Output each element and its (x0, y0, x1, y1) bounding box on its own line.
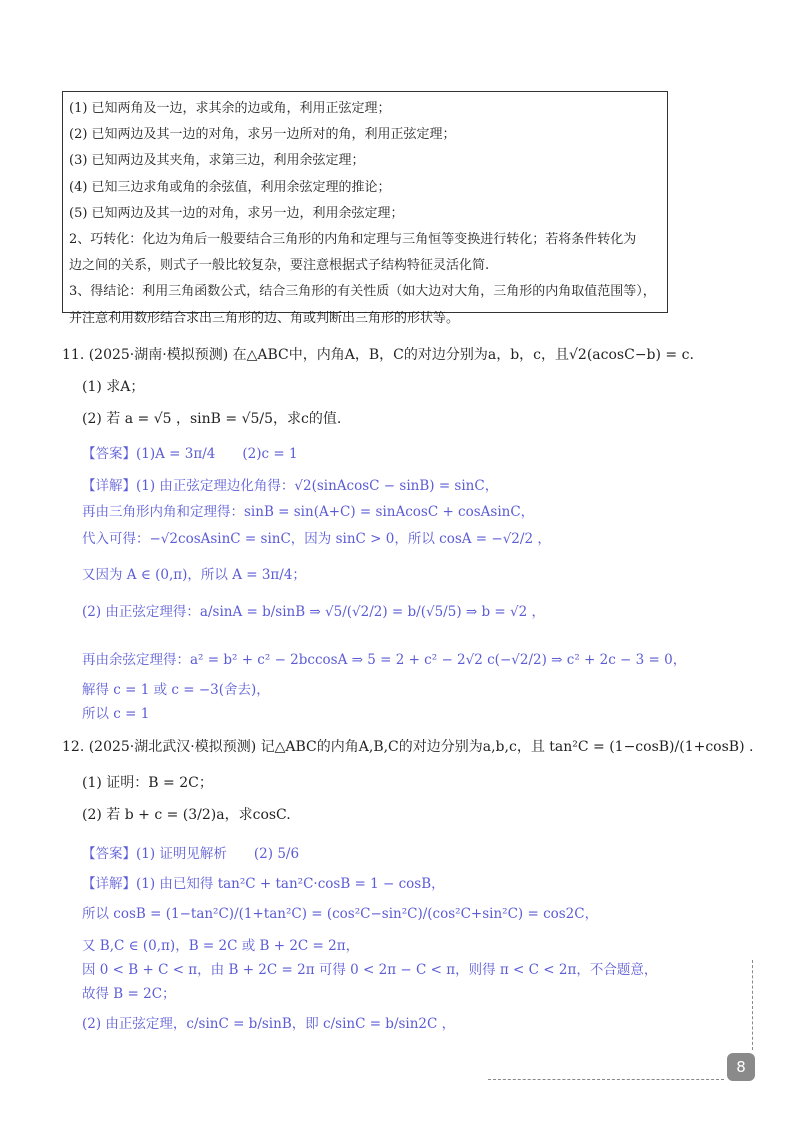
problem-12-part-2: (2) 若 b + c = (3/2)a，求cosC. (82, 807, 291, 823)
page-corner-dashed-vertical (752, 960, 753, 1050)
problem-11-solution-line: 又因为 A ∈ (0,π)，所以 A = 3π/4； (82, 567, 306, 583)
problem-12-solution-line: 故得 B = 2C； (82, 986, 176, 1002)
problem-12-solution-line: 因 0 < B + C < π，由 B + 2C = 2π 可得 0 < 2π − C < π，则得 π < C < 2π，不合题意， (82, 962, 658, 978)
problem-12-part-1: (1) 证明：B = 2C； (82, 775, 213, 791)
problem-11-solution-line: 解得 c = 1 或 c = −3(舍去)， (82, 682, 270, 698)
problem-12-solution-line: 所以 cosB = (1−tan²C)/(1+tan²C) = (cos²C−sin²C)/(cos²C+sin²C) = cos2C， (82, 906, 599, 922)
summary-line: (4) 已知三边求角或角的余弦值，利用余弦定理的推论； (69, 179, 391, 195)
problem-11-part-2: (2) 若 a = √5 ，sinB = √5/5，求c的值. (82, 411, 342, 427)
problem-12-solution-line: 又 B,C ∈ (0,π)，B = 2C 或 B + 2C = 2π， (82, 938, 360, 954)
method-summary-box (62, 91, 668, 326)
problem-11-answer: 【答案】(1)A = 3π/4 (2)c = 1 (82, 446, 298, 462)
summary-line: (3) 已知两边及其夹角，求第三边，利用余弦定理； (69, 153, 365, 169)
problem-12-solution-line: 【详解】(1) 由已知得 tan²C + tan²C·cosB = 1 − cosB， (82, 876, 445, 892)
summary-line: 边之间的关系，则式子一般比较复杂，要注意根据式子结构特征灵活化简. (69, 258, 490, 274)
problem-11-solution-line: 所以 c = 1 (82, 706, 150, 722)
summary-line: 3、得结论：利用三角函数公式，结合三角形的有关性质（如大边对大角，三角形的内角取值范围等）， (69, 284, 656, 300)
summary-line: 2、巧转化：化边为角后一般要结合三角形的内角和定理与三角恒等变换进行转化；若将条件转化为 (69, 232, 637, 248)
problem-12-answer: 【答案】(1) 证明见解析 (2) 5/6 (82, 846, 300, 862)
summary-line: (2) 已知两边及其一边的对角，求另一边所对的角，利用正弦定理； (69, 127, 456, 143)
problem-11-solution-line: 代入可得：−√2cosAsinC = sinC，因为 sinC > 0，所以 cosA = −√2/2 ， (82, 531, 551, 547)
problem-12-stem: 12. (2025·湖北武汉·模拟预测) 记△ABC的内角A,B,C的对边分别为a,b,c，且 tan²C = (1−cosB)/(1+cosB) . (62, 739, 754, 755)
problem-11-part-1: (1) 求A； (82, 379, 145, 395)
summary-line: (5) 已知两边及其一边的对角，求另一边，利用余弦定理； (69, 205, 404, 221)
page-number: 8 (727, 1053, 755, 1081)
summary-line: 并注意利用数形结合求出三角形的边、角或判断出三角形的形状等。 (69, 310, 460, 326)
page-corner-dashed-horizontal (488, 1079, 724, 1080)
problem-11-solution-line: 【详解】(1) 由正弦定理边化角得：√2(sinAcosC − sinB) = sinC， (82, 478, 499, 494)
problem-11-stem: 11. (2025·湖南·模拟预测) 在△ABC中，内角A，B，C的对边分别为a，b，c，且√2(acosC−b) = c. (62, 347, 694, 363)
problem-11-solution-line: (2) 由正弦定理得：a/sinA = b/sinB ⇒ √5/(√2/2) = b/(√5/5) ⇒ b = √2 ， (82, 604, 546, 620)
problem-11-solution-line: 再由余弦定理得：a² = b² + c² − 2bccosA ⇒ 5 = 2 + c² − 2√2 c(−√2/2) ⇒ c² + 2c − 3 = 0， (82, 652, 687, 668)
problem-12-solution-line: (2) 由正弦定理，c/sinC = b/sinB，即 c/sinC = b/sin2C ， (82, 1016, 456, 1032)
summary-line: (1) 已知两角及一边，求其余的边或角，利用正弦定理； (69, 101, 391, 116)
problem-11-solution-line: 再由三角形内角和定理得：sinB = sin(A+C) = sinAcosC + cosAsinC， (82, 504, 535, 520)
